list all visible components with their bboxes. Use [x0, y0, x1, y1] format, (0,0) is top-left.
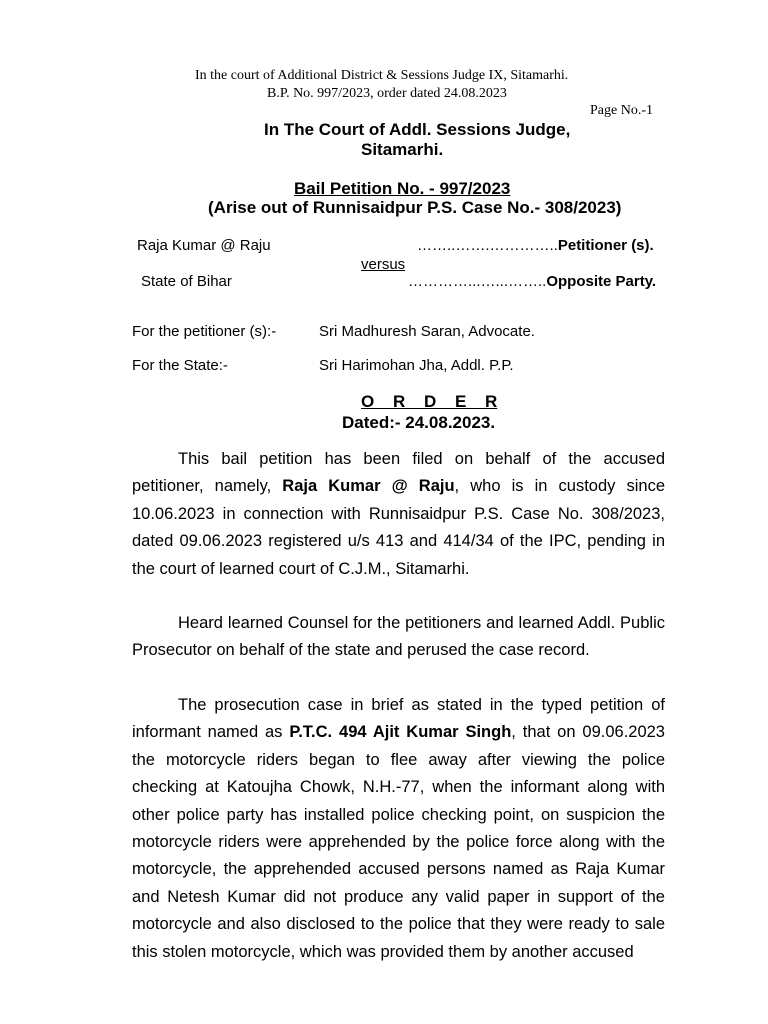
paragraph-prosecution-case: The prosecution case in brief as stated in the typed petition of informant named as P.T.C. 494 Ajit Kumar Singh, that on 09.06.2023 the motorcycle riders began to flee away after viewing the police checking at Katoujha Chowk, N.H.-77, when the informant along with other police party has installed police checking point, on suspicion the motorcycle riders were apprehended by the police force along with the motorcycle, the apprehended accused persons named as Raja Kumar and Netesh Kumar did not produce any valid paper in support of the motorcycle and also disclosed to the police that they were ready to sale this stolen motorcycle, which was provided them by another accused — [132, 696, 665, 961]
court-title: In The Court of Addl. Sessions Judge, — [264, 120, 571, 139]
versus-label: versus — [361, 256, 406, 273]
order-date: Dated:- 24.08.2023. — [342, 413, 496, 432]
opposite-party-name: State of Bihar — [141, 273, 232, 290]
petitioner-dots: ……..…….………….. — [417, 237, 558, 254]
state-counsel-name: Sri Harimohan Jha, Addl. P.P. — [319, 357, 514, 374]
informant-name: P.T.C. 494 Ajit Kumar Singh — [289, 723, 512, 742]
petitioner-counsel-name: Sri Madhuresh Saran, Advocate. — [319, 323, 535, 340]
opposite-party-role — [408, 273, 656, 290]
opposite-role-label: Opposite Party. — [546, 273, 657, 290]
opposite-dots: …………...…...…….. — [408, 273, 547, 290]
state-counsel-label: For the State:- — [132, 357, 228, 374]
petitioner-counsel-label: For the petitioner (s):- — [132, 323, 277, 340]
paragraph-bail-petition: This bail petition has been filed on behalf of the accused petitioner, namely, Raja Kumar @ Raju, who is in custody since 10.06.2023 in connection with Runnisaidpur P.S. Case No. 308/2023, dated 09.06.2023 registered u/s 413 and 414/34 of the IPC, pending in the court of learned court of C.J.M., Sitamarhi. — [132, 450, 666, 578]
header-court-line: In the court of Additional District & Sessions Judge IX, Sitamarhi. — [195, 68, 569, 83]
accused-name: Raja Kumar @ Raju — [282, 477, 455, 496]
paragraph-heard-counsel: Heard learned Counsel for the petitioners and learned Addl. Public Prosecutor on behalf of the state and perused the case record. — [132, 614, 665, 660]
petitioner-role — [417, 237, 654, 254]
order-heading: O R D E R — [361, 392, 498, 411]
court-location: Sitamarhi. — [361, 140, 444, 159]
case-title: Bail Petition No. - 997/2023 — [294, 179, 511, 198]
petitioner-role-label: Petitioner (s). — [557, 237, 654, 254]
header-bp-line: B.P. No. 997/2023, order dated 24.08.2023 — [267, 86, 507, 101]
petitioner-name: Raja Kumar @ Raju — [137, 237, 271, 254]
page-number: Page No.-1 — [590, 103, 653, 118]
case-subtitle: (Arise out of Runnisaidpur P.S. Case No.- 308/2023) — [208, 198, 622, 217]
